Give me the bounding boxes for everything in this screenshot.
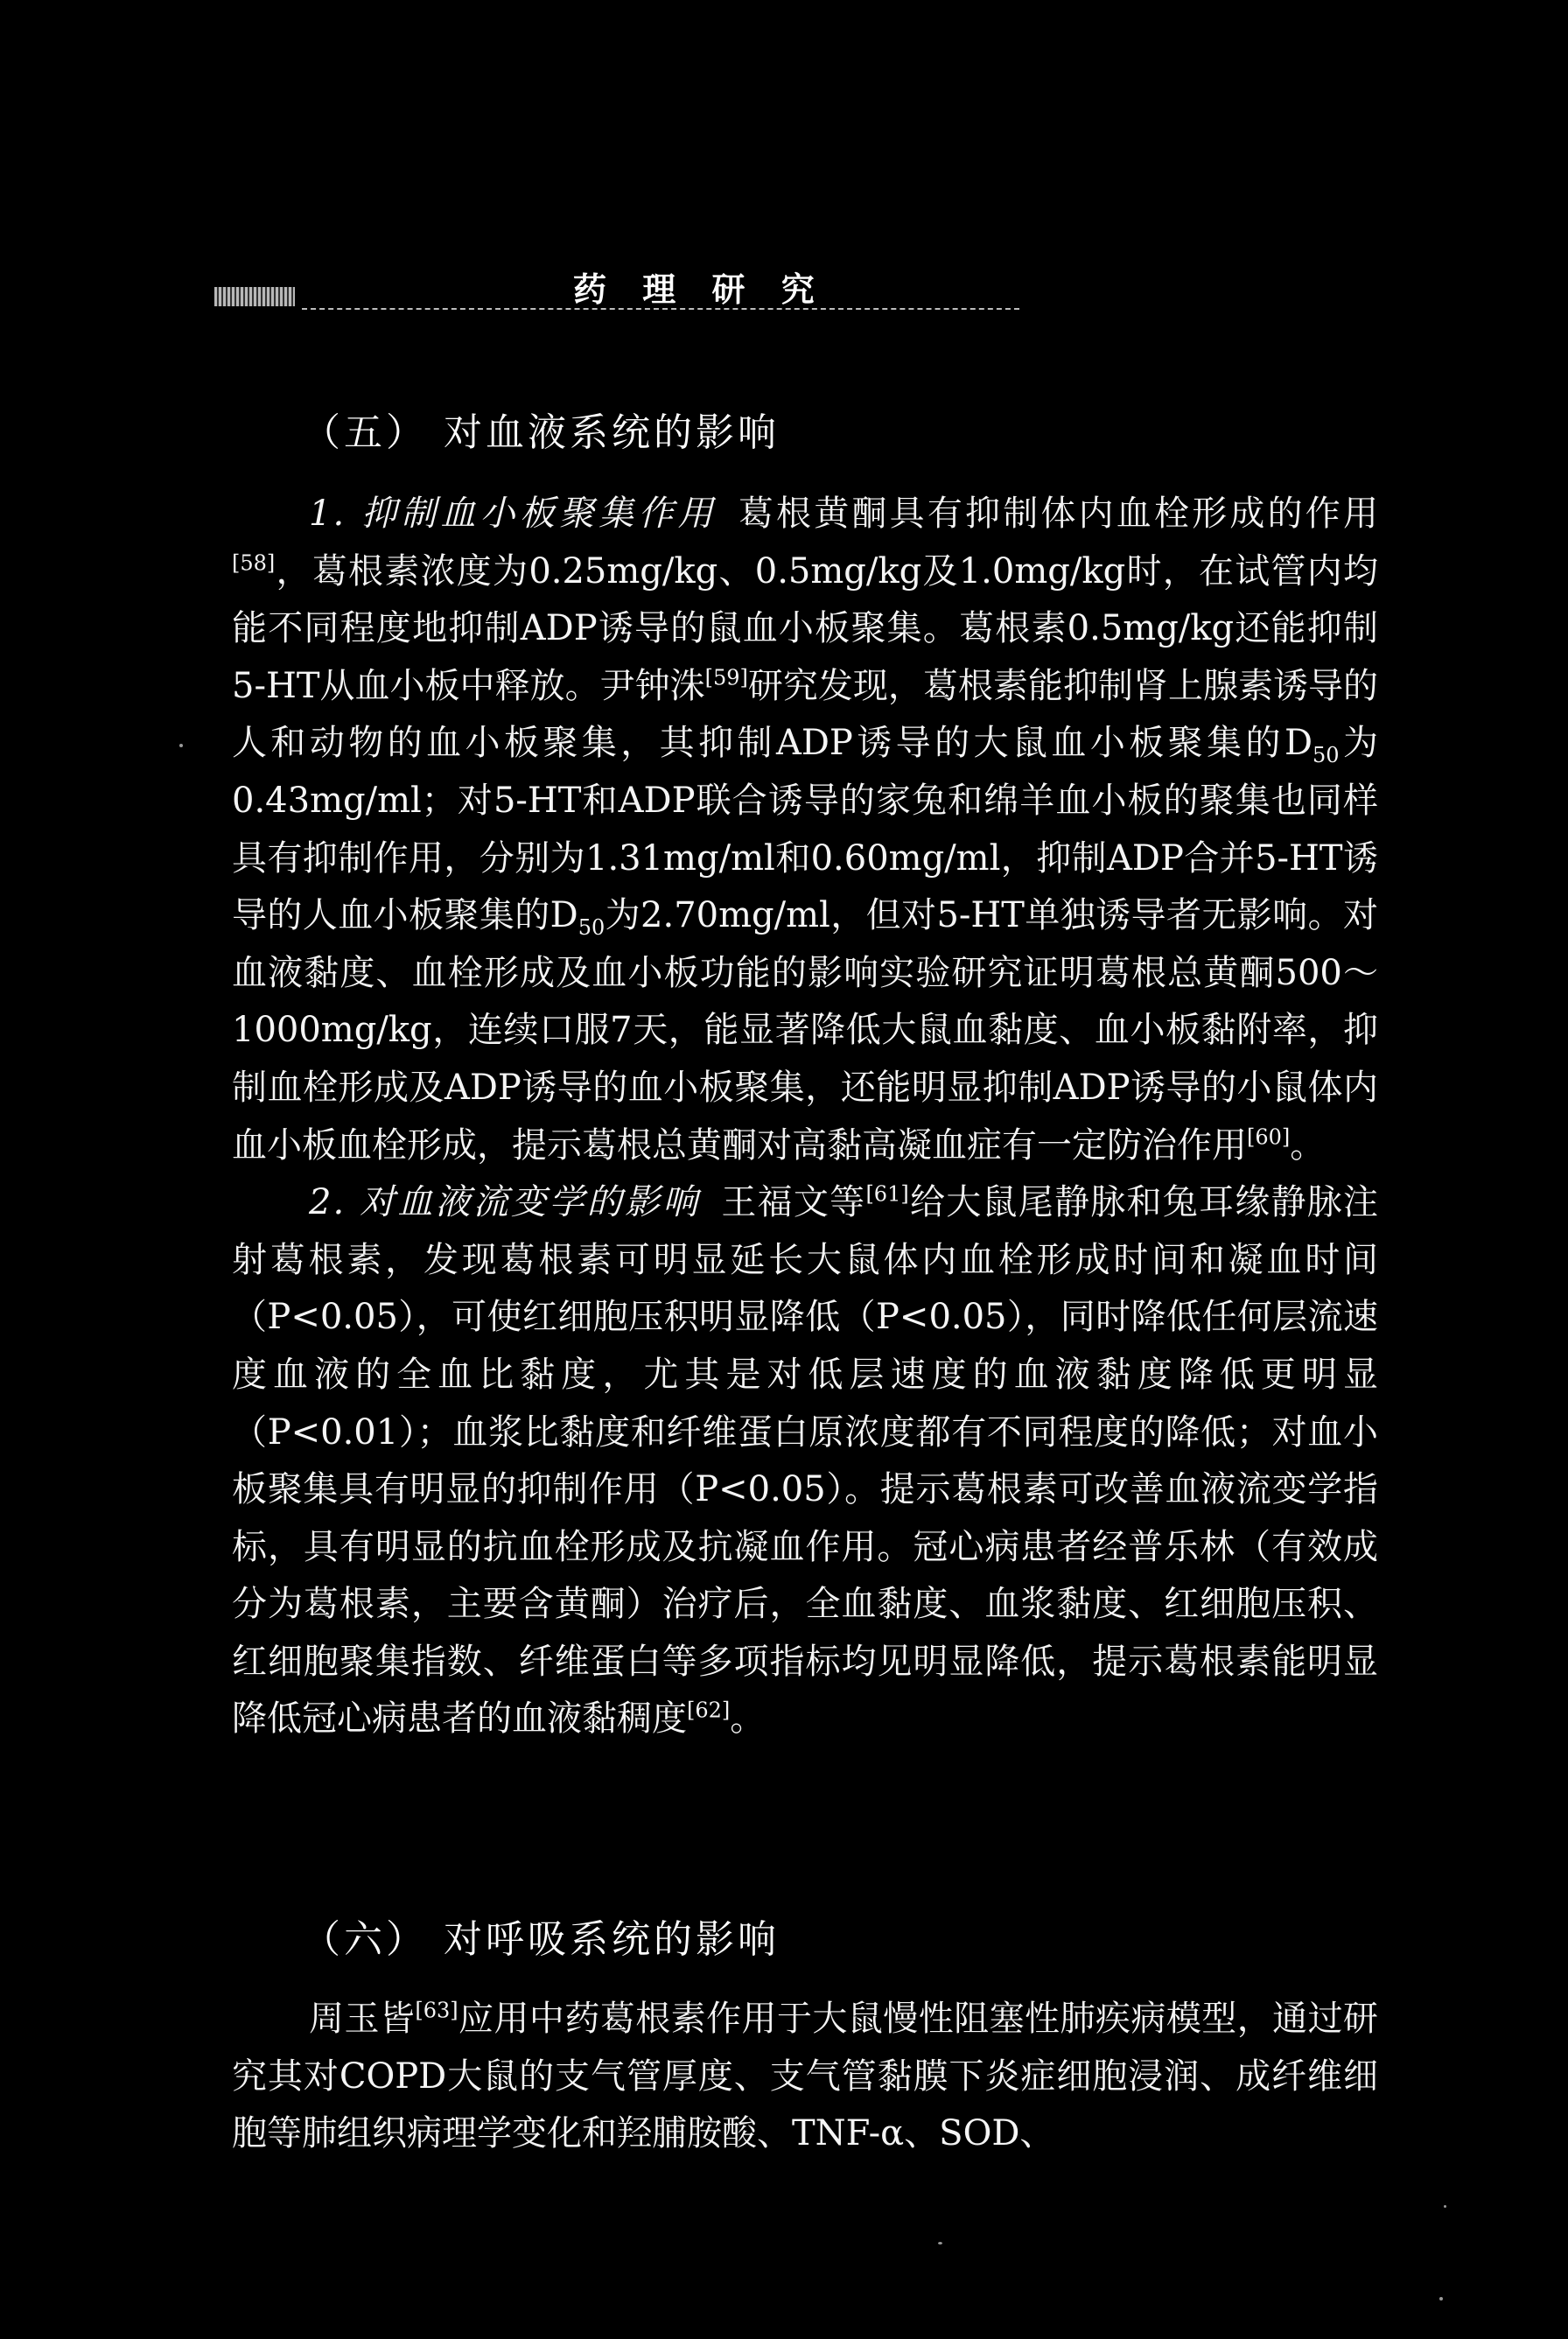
paragraph-platelet-aggregation xyxy=(232,486,1378,1174)
text-run: 给大鼠尾静脉和兔耳缘静脉注射葛根素，发现葛根素可明显延长大鼠体内血栓形成时间和凝血时间（P<0.05），可使红细胞压积明显降低（P<0.05），同时降低任何层流速度血液的全血比黏度，尤其是对低层速度的血液黏度降低更明显（P<0.01）；血浆比黏度和纤维蛋白原浓度都有不同程度的降低；对血小板聚集具有明显的抑制作用（P<0.05）。提示葛根素可改善血液流变学指标，具有明显的抗血栓形成及抗凝血作用。冠心病患者经普乐林（有效成分为葛根素，主要含黄酮）治疗后，全血黏度、血浆黏度、红细胞压积、红细胞聚集指数、纤维蛋白等多项指标均见明显降低，提示葛根素能明显降低冠心病患者的血液黏稠度 xyxy=(232,1182,1378,1740)
running-header xyxy=(214,263,1019,315)
scan-speck xyxy=(938,2242,942,2244)
subscript-50: 50 xyxy=(578,915,606,941)
section-heading-6: （六） 对呼吸系统的影响 xyxy=(302,1917,780,1962)
scan-speck xyxy=(1444,2205,1446,2208)
item-label-2: 2. 对血液流变学的影响 xyxy=(309,1182,701,1223)
text-run: 王福文等 xyxy=(721,1182,866,1223)
subscript-50: 50 xyxy=(1312,743,1340,768)
text-run: 应用中药葛根素作用于大鼠慢性阻塞性肺疾病模型，通过研究其对COPD大鼠的支气管厚度、支气管黏膜下炎症细胞浸润、成纤维细胞等肺组织病理学变化和羟脯胺酸、TNF-α、SOD、 xyxy=(232,1999,1379,2154)
header-ornament xyxy=(214,287,295,306)
text-run: 为0.43mg/ml；对5-HT和ADP联合诱导的家兔和绵羊血小板的聚集也同样具有抑制作用，分别为1.31mg/ml和0.60mg/ml，抑制ADP合并5-HT诱导的人血小板聚集的D xyxy=(232,723,1378,936)
text-run: 研究发现，葛根素能抑制肾上腺素诱导的人和动物的血小板聚集，其抑制ADP诱导的大鼠血小板聚集的D xyxy=(232,665,1378,764)
text-run: 为2.70mg/ml，但对5-HT单独诱导者无影响。对血液黏度、血栓形成及血小板功能的影响实验研究证明葛根总黄酮500～1000mg/kg，连续口服7天，能显著降低大鼠血黏度、血小板黏附率，抑制血栓形成及ADP诱导的血小板聚集，还能明显抑制ADP诱导的小鼠体内血小板血栓形成，提示葛根总黄酮对高黏高凝血症有一定防治作用 xyxy=(232,895,1378,1166)
citation-63: [63] xyxy=(415,1998,458,2023)
paragraph-hemorheology xyxy=(232,1174,1378,1748)
citation-62: [62] xyxy=(687,1698,731,1724)
text-run: 葛根黄酮具有抑制体内血栓形成的作用 xyxy=(738,494,1378,534)
citation-58: [58] xyxy=(232,550,276,576)
item-label-1: 1. 抑制血小板聚集作用 xyxy=(309,494,718,534)
paragraph-respiratory xyxy=(232,1991,1378,2163)
scan-speck xyxy=(179,744,183,747)
section-6-body xyxy=(232,1991,1378,2163)
citation-60: [60] xyxy=(1247,1124,1291,1150)
citation-61: [61] xyxy=(865,1181,909,1207)
section-heading-5: （五） 对血液系统的影响 xyxy=(302,410,780,455)
text-run: ，葛根素浓度为0.25mg/kg、0.5mg/kg及1.0mg/kg时，在试管内均能不同程度地抑制ADP诱导的鼠血小板聚集。葛根素0.5mg/kg还能抑制5-HT从血小板中释放。尹钟洙 xyxy=(232,550,1378,706)
text-run: 周玉皆 xyxy=(309,1999,416,2039)
scan-speck xyxy=(1439,2297,1443,2300)
running-header-title: 药 理 研 究 xyxy=(573,270,827,309)
section-5-body xyxy=(232,486,1378,1748)
text-run: 。 xyxy=(1290,1124,1326,1166)
text-run: 。 xyxy=(730,1698,766,1740)
citation-59: [59] xyxy=(704,665,748,690)
